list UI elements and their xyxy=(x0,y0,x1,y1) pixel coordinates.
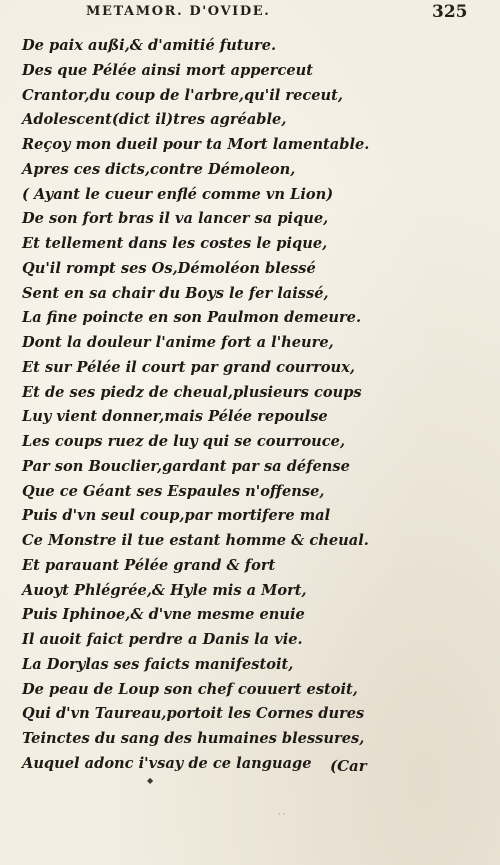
verse-line: Ce Monstre il tue estant homme & cheual. xyxy=(22,532,369,549)
catchword: (Car xyxy=(330,757,367,775)
verse-line: Il auoit faict perdre a Danis la vie. xyxy=(22,631,303,648)
verse-line: Apres ces dicts,contre Démoleon, xyxy=(22,160,296,178)
verse-line: Que ce Géant ses Espaules n'offense, xyxy=(22,482,325,500)
verse-line: Qu'il rompt ses Os,Démoléon blessé xyxy=(22,259,316,277)
verse-line: Et sur Pélée il court par grand courroux, xyxy=(22,358,355,376)
verse-line: Et tellement dans les costes le pique, xyxy=(22,235,328,252)
verse-line: De paix außi,& d'amitié future. xyxy=(22,37,277,54)
verse-line: Des que Pélée ainsi mort apperceut xyxy=(22,61,313,79)
verse-line: Et parauant Pélée grand & fort xyxy=(22,556,276,574)
verse-line: Dont la douleur l'anime fort a l'heure, xyxy=(22,334,334,351)
verse-line: ( Ayant le cueur enflé comme vn Lion) xyxy=(22,185,334,203)
verse-line: Et de ses piedz de cheual,plusieurs coups xyxy=(22,383,362,401)
verse-line: Sent en sa chair du Boys le fer laissé, xyxy=(22,284,329,302)
ink-speck-mark: ◆ xyxy=(147,776,154,785)
verse-line: De son fort bras il va lancer sa pique, xyxy=(22,210,329,228)
verse-line: Luy vient donner,mais Pélée repoulse xyxy=(22,408,328,426)
verse-line: Puis Iphinoe,& d'vne mesme enuie xyxy=(22,606,305,624)
verse-line: Crantor,du coup de l'arbre,qu'il receut, xyxy=(22,86,343,104)
verse-line: Puis d'vn seul coup,par mortifere mal xyxy=(22,507,331,525)
page-number: 325 xyxy=(432,2,468,22)
verse-line: Auoyt Phlégrée,& Hyle mis a Mort, xyxy=(22,581,307,599)
verse-text xyxy=(22,34,482,777)
verse-line: Reçoy mon dueil pour ta Mort lamentable. xyxy=(22,136,370,153)
verse-line: La Dorylas ses faicts manifestoit, xyxy=(22,655,294,673)
verse-line: Teinctes du sang des humaines blessures, xyxy=(22,730,365,747)
verse-line: Qui d'vn Taureau,portoit les Cornes dures xyxy=(22,705,365,723)
verse-line: Les coups ruez de luy qui se courrouce, xyxy=(22,433,346,450)
verse-line: Par son Bouclier,gardant par sa défense xyxy=(22,457,350,475)
verse-line: Adolescent(dict il)tres agréable, xyxy=(22,111,287,129)
verse-line: La fine poincte en son Paulmon demeure. xyxy=(22,309,362,327)
ink-speck-mark: ·· xyxy=(278,810,288,819)
verse-line: De peau de Loup son chef couuert estoit, xyxy=(22,680,358,698)
verse-line: Auquel adonc i'vsay de ce language xyxy=(22,754,312,772)
running-title: METAMOR. D'OVIDE. xyxy=(86,4,271,19)
